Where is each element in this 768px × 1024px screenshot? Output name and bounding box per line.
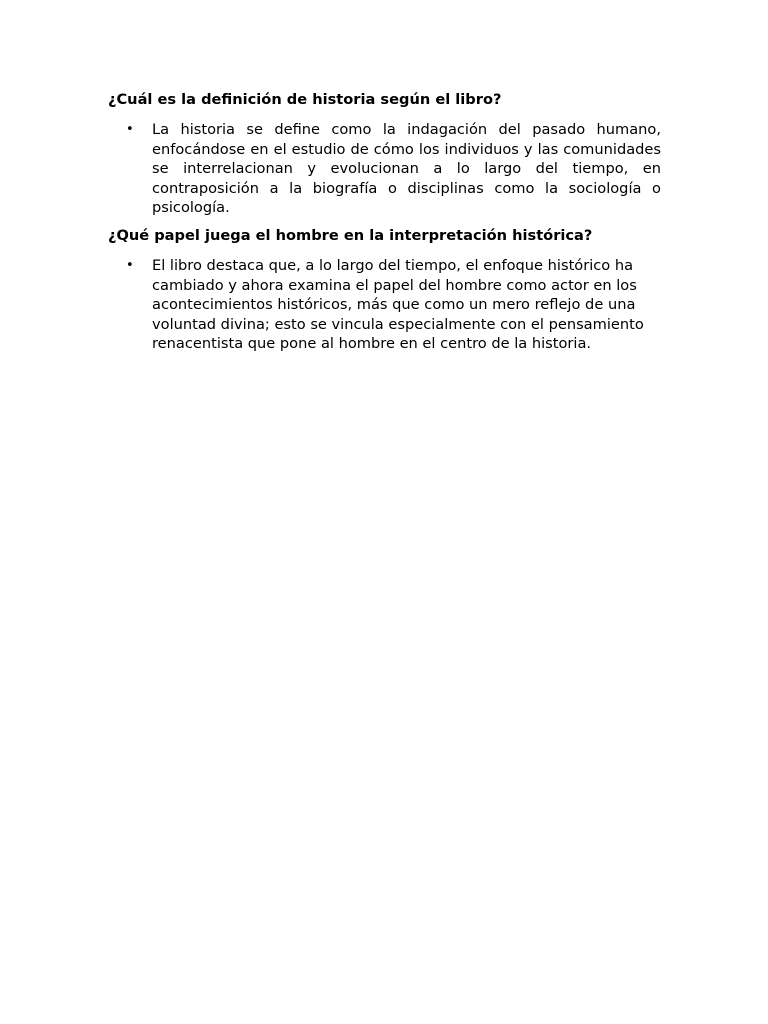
question-heading-2: ¿Qué papel juega el hombre en la interpretación histórica? <box>108 226 593 244</box>
document-body <box>108 90 661 362</box>
answer-text-1: La historia se define como la indagación del pasado humano, enfocándose en el estudio de cómo los individuos y las comunidades se interrelacionan y evolucionan a lo largo del tiempo, en contraposición a la biografía o disciplinas como la sociología o psicología. <box>152 121 661 217</box>
answer-item-1 <box>108 120 661 218</box>
bullet-icon: • <box>126 257 134 273</box>
answer-item-2 <box>108 256 661 354</box>
answer-text-2: El libro destaca que, a lo largo del tiempo, el enfoque histórico ha cambiado y ahora examina el papel del hombre como actor en los acontecimientos históricos, más que como un mero reflejo de una voluntad divina; esto se vincula especialmente con el pensamiento renacentista que pone al hombre en el centro de la historia. <box>152 256 644 353</box>
answer-list-2 <box>108 256 661 354</box>
question-heading-1: ¿Cuál es la definición de historia según el libro? <box>108 91 502 108</box>
bullet-icon: • <box>126 122 134 137</box>
answer-list-1 <box>108 120 661 218</box>
